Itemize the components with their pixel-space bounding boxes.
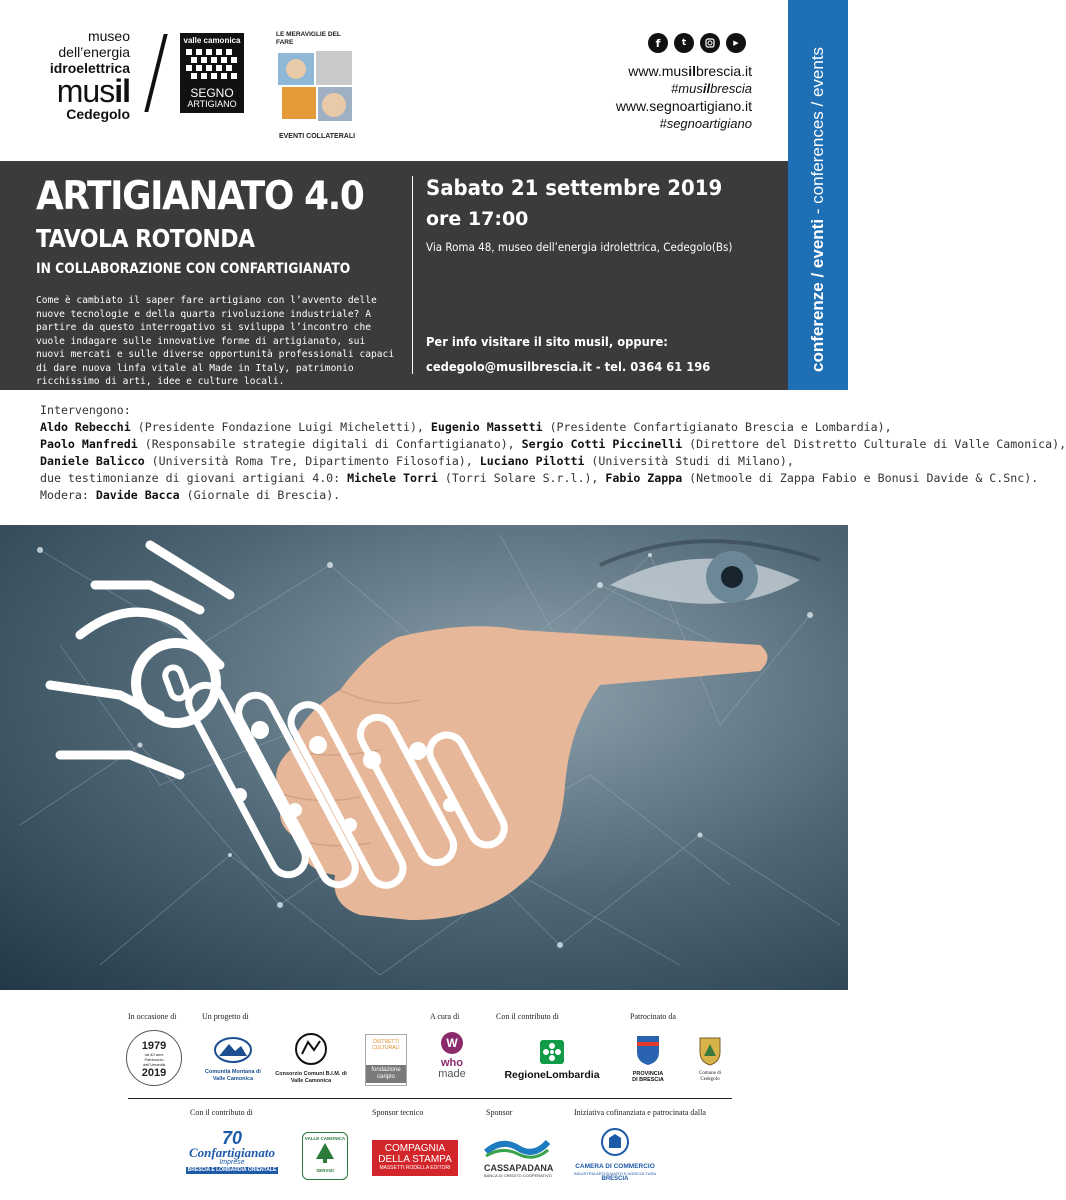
tree-icon [314, 1141, 336, 1163]
anniversary-logo [126, 1030, 182, 1086]
speaker-name: Sergio Cotti Piccinelli [521, 437, 683, 451]
fondazione-text: fondazione cariplo [366, 1065, 406, 1083]
musil-brand [20, 73, 130, 109]
speakers-block [40, 402, 1066, 504]
speaker-name: Davide Bacca [95, 488, 180, 502]
confartigianato-logo [186, 1130, 278, 1174]
twitter-icon[interactable]: t [674, 33, 694, 53]
meraviglie-title: LE MERAVIGLIE DEL FARE [276, 31, 341, 46]
musil-url-bold: il [688, 63, 696, 79]
sponsor-label-progetto: Un progetto di [202, 1012, 249, 1021]
speaker-name: Aldo Rebecchi [40, 420, 131, 434]
social-icons [648, 33, 746, 53]
camera-sub: INDUSTRIA ARTIGIANATO E AGRICOLTURA [573, 1171, 657, 1176]
confart-sub: Imprese [219, 1159, 245, 1166]
speakers-lines [40, 419, 1066, 504]
musil-logo [20, 28, 130, 122]
speaker-role: (Direttore del Distretto Culturale di Valle Camonica), [682, 437, 1066, 451]
musil-url-prefix: www.mus [628, 63, 689, 79]
band-divider [412, 176, 413, 374]
instagram-icon[interactable] [700, 33, 720, 53]
side-banner-text [808, 47, 828, 372]
speaker-line [40, 419, 892, 436]
speaker-role: Modera: [40, 488, 96, 502]
camera-city: BRESCIA [601, 1176, 629, 1182]
speaker-name: Fabio Zappa [605, 471, 683, 485]
bim-emblem-icon [294, 1032, 328, 1066]
pattern-icon [183, 47, 241, 85]
compagnia-stampa-logo [372, 1140, 458, 1176]
meraviglie-footer: EVENTI COLLATERALI [278, 133, 356, 140]
mountain-emblem-icon [213, 1036, 253, 1064]
side-banner-sep: - [808, 203, 827, 219]
meraviglie-logo [276, 31, 358, 140]
lombardia-rose-icon [540, 1040, 564, 1064]
comune-text: Comune di Cedegolo [698, 1071, 722, 1082]
musil-url[interactable] [628, 63, 752, 79]
speaker-name: Paolo Manfredi [40, 437, 138, 451]
valle-top: valle camonica [183, 36, 241, 45]
hero-handshake-image [0, 525, 848, 990]
speaker-role: (Università Roma Tre, Dipartimento Filosofia), [144, 454, 480, 468]
who-text: who [441, 1057, 463, 1069]
camera-emblem-icon [600, 1126, 630, 1158]
musil-hash-suffix: brescia [710, 81, 752, 96]
side-banner-light: conferences / events [808, 46, 827, 204]
musil-hashtag [671, 81, 752, 96]
confart-text: Confartigianato [189, 1145, 275, 1160]
event-description: Come è cambiato il saper fare artigiano con l’avvento delle nuove tecnologie e della quarta rivoluzione industriale? A partire da questo interrogativo si sviluppa l’incontro che vuole indagare sulle innovative forme di artigianato, sui nuovi mercati e sulle diverse opportunità professionali capaci di dare nuova linfa vitale al Made in Italy, patrimonio ricchissimo di arti, idee e culture locali. [36, 295, 395, 387]
cassa-sub: BANCA DI CREDITO COOPERATIVO [484, 1173, 552, 1178]
comunita-montana-logo [200, 1036, 266, 1083]
valle-bottom1: SEGNO [190, 86, 234, 100]
musil-line3: idroelettrica [49, 60, 130, 76]
speaker-role: (Presidente Fondazione Luigi Micheletti), [130, 420, 431, 434]
regione-lombardia-logo [496, 1040, 608, 1081]
sponsor-divider [128, 1098, 732, 1099]
youtube-icon[interactable]: ▶ [726, 33, 746, 53]
wave-icon [484, 1136, 550, 1158]
distretti-text: DISTRETTI CULTURALI [372, 1039, 400, 1051]
camera-commercio-logo [570, 1126, 660, 1183]
sponsor-label-contributo1: Con il contributo di [496, 1012, 559, 1021]
valle-camonica-servizi-logo [302, 1132, 348, 1180]
speaker-name: Luciano Pilotti [479, 454, 585, 468]
musil-brand-suffix: il [114, 73, 130, 109]
speaker-name: Eugenio Massetti [430, 420, 543, 434]
speaker-name: Michele Torri [347, 471, 438, 485]
camera-text: CAMERA DI COMMERCIO [575, 1163, 655, 1170]
fondazione-cariplo-logo [365, 1034, 407, 1086]
provincia-shield-icon [635, 1034, 661, 1066]
sponsor-label-contributo2: Con il contributo di [190, 1108, 253, 1117]
speaker-role: (Università Studi di Milano), [584, 454, 794, 468]
compagnia3: MASSETTI RODELLA EDITORI [379, 1165, 451, 1171]
speaker-line [40, 487, 830, 504]
sponsor-label-cura: A cura di [430, 1012, 460, 1021]
confart-num: 70 [221, 1128, 243, 1148]
sponsor-label-camera: Iniziativa cofinanziata e patrocinata dalla [574, 1108, 706, 1117]
event-title: ARTIGIANATO 4.0 [36, 174, 364, 219]
speaker-line [40, 436, 1066, 453]
vcs-top: VALLE CAMONICA [304, 1136, 346, 1141]
sponsor-label-occasione: In occasione di [128, 1012, 177, 1021]
speaker-role: (Presidente Confartigianato Brescia e Lombardia), [542, 420, 892, 434]
speaker-name: Daniele Balicco [40, 454, 145, 468]
speaker-role: (Giornale di Brescia). [179, 488, 341, 502]
side-banner-bold: conferenze / eventi [808, 218, 827, 372]
speaker-line [40, 470, 1039, 487]
speakers-intro: Intervengono: [40, 403, 131, 417]
facebook-icon[interactable]: f [648, 33, 668, 53]
whomade-w-icon: W [441, 1032, 463, 1054]
event-subtitle: TAVOLA ROTONDA [36, 224, 255, 253]
sponsor-label-patrocinato: Patrocinato da [630, 1012, 676, 1021]
anniv-year1: 1979 [141, 1040, 167, 1052]
segno-hashtag: #segnoartigiano [659, 116, 752, 131]
sponsor-label-sponsor: Sponsor [486, 1108, 513, 1117]
anniv-year2: 2019 [141, 1067, 167, 1079]
speaker-line [40, 453, 830, 470]
musil-place: Cedegolo [66, 106, 130, 122]
side-banner [788, 0, 848, 390]
musil-hash-bold: il [702, 81, 711, 96]
event-time: ore 17:00 [426, 208, 529, 230]
provincia-text: PROVINCIA DI BRESCIA [632, 1071, 664, 1083]
cassa-text: CASSAPADANA [484, 1163, 554, 1173]
comune-shield-icon [698, 1036, 722, 1066]
sponsor-label-tecnico: Sponsor tecnico [372, 1108, 424, 1117]
musil-line1: museo [87, 28, 130, 44]
compagnia2: DELLA STAMPA [378, 1154, 452, 1165]
cm-text: Comunità Montana di Valle Camonica [205, 1069, 261, 1082]
whomade-logo [430, 1032, 474, 1080]
speaker-role: due testimonianze di giovani artigiani 4.0: [40, 471, 348, 485]
provincia-brescia-logo [630, 1034, 666, 1083]
event-collab: IN COLLABORAZIONE CON CONFARTIGIANATO [36, 261, 351, 277]
valle-camonica-logo [180, 33, 244, 113]
speaker-role: (Responsabile strategie digitali di Confartigianato), [137, 437, 522, 451]
vcs-bottom: SERVIZI [316, 1168, 334, 1173]
anniv-small: da 40 anni Patrimonio dell’Umanità [142, 1052, 165, 1067]
musil-hash-prefix: #mus [671, 81, 703, 96]
musil-brand-prefix: mus [56, 73, 115, 109]
valle-bottom2: ARTIGIANO [187, 99, 237, 109]
bim-logo [274, 1032, 348, 1085]
made-text: made [438, 1068, 466, 1080]
meraviglie-collage-icon [276, 47, 356, 125]
logo-divider [144, 34, 167, 112]
event-contact[interactable]: cedegolo@musilbrescia.it - tel. 0364 61 196 [426, 359, 711, 374]
musil-line2: dell’energia [58, 44, 130, 60]
regione-text: RegioneLombardia [504, 1069, 600, 1081]
cassa-padana-logo [484, 1136, 556, 1178]
speaker-role: (Torri Solare S.r.l.), [437, 471, 606, 485]
musil-url-suffix: brescia.it [695, 63, 752, 79]
comune-cedegolo-logo [690, 1036, 730, 1083]
compagnia1: COMPAGNIA [384, 1143, 446, 1154]
event-date: Sabato 21 settembre 2019 [426, 176, 723, 200]
bim-text: Consorzio Comuni B.I.M. di Valle Camonica [275, 1071, 347, 1084]
segno-url[interactable]: www.segnoartigiano.it [615, 98, 752, 114]
event-address: Via Roma 48, museo dell’energia idrolettrica, Cedegolo(Bs) [426, 240, 733, 254]
event-info: Per info visitare il sito musil, oppure: [426, 334, 668, 349]
confart-bar: BRESCIA E LOMBARDIA ORIENTALE [187, 1167, 277, 1173]
speaker-role: (Netmoole di Zappa Fabio e Bonusi Davide & C.Snc). [682, 471, 1039, 485]
